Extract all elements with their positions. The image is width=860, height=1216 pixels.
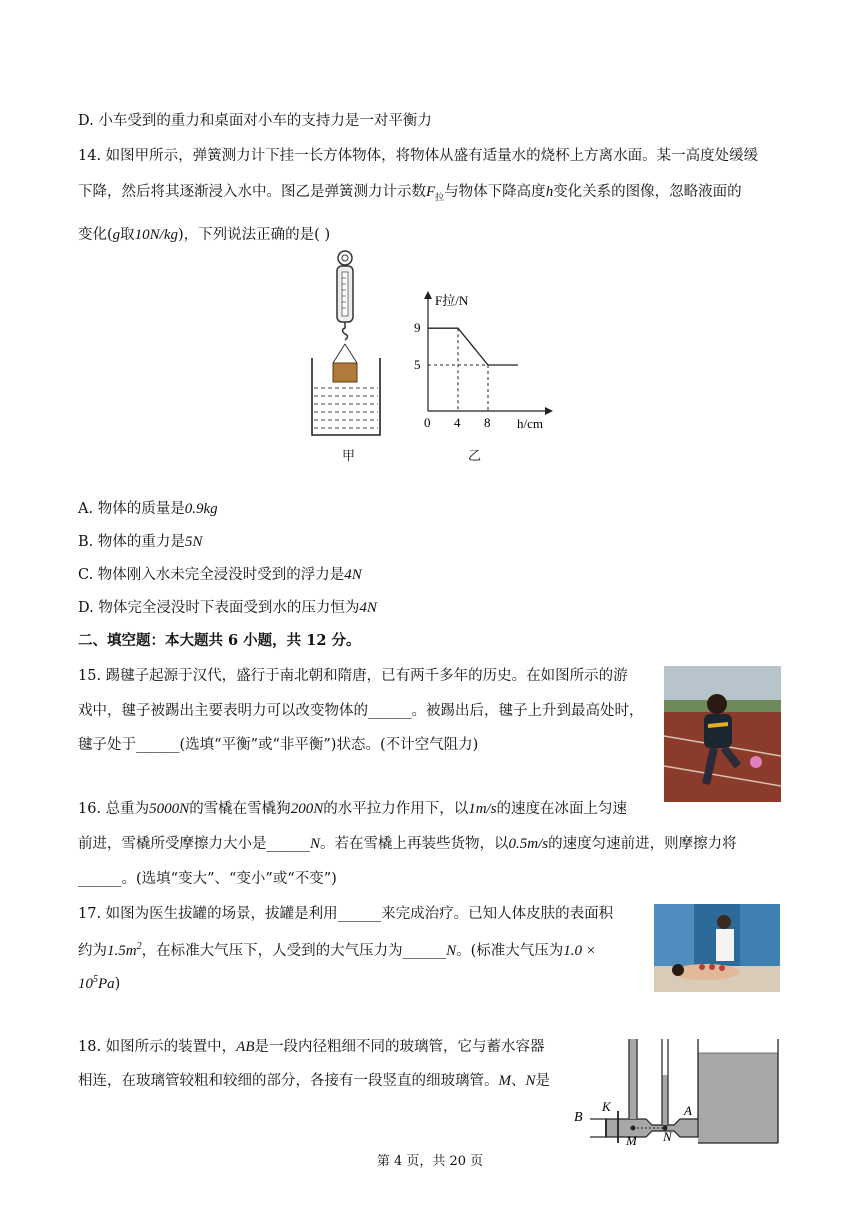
shuttlecock-kicking-photo	[664, 666, 781, 802]
q17-line2: 约为$1.5m^2$，在标准大气压下，人受到的大气压力为______N。(标准大气压为1.0 ×	[78, 941, 596, 959]
q15-line3: 毽子处于______(选填“平衡”或“非平衡”)状态。(不计空气阻力)	[78, 737, 479, 753]
x-tick-label: 0	[424, 415, 431, 430]
q15-line1: 15. 踢毽子起源于汉代，盛行于南北朝和隋唐，已有两千多年的历史。在如图所示的游	[78, 668, 628, 684]
label-m: M	[626, 1133, 637, 1147]
label-a: A	[684, 1103, 692, 1118]
page-footer: 第 4 页，共 20 页	[376, 1154, 484, 1169]
q16-line2: 前进，雪橇所受摩擦力大小是______N。若在雪橇上再装些货物，以0.5m/s的速度匀速前进，则摩擦力将	[78, 836, 737, 852]
q14-stem-line2: 下降，然后将其逐渐浸入水中。图乙是弹簧测力计示数$F_拉$与物体下降高度h变化关系的图像，忽略液面的	[78, 184, 742, 203]
glass-tube-apparatus-figure	[570, 1035, 785, 1147]
label-b: B	[574, 1110, 583, 1125]
q17-line3: $10^5Pa$)	[78, 974, 121, 992]
x-axis-arrow	[545, 407, 553, 415]
q18-line2: 相连，在玻璃管较粗和较细的部分，各接有一段竖直的细玻璃管。M、N是	[78, 1073, 551, 1089]
label-n: N	[663, 1129, 672, 1144]
y-axis-arrow	[424, 291, 432, 299]
q17-line1: 17. 如图为医生拔罐的场景，拔罐是利用______来完成治疗。已知人体皮肤的表面积	[78, 906, 614, 922]
x-tick-label: 8	[484, 415, 491, 430]
q14-option-d: D. 物体完全浸没时下表面受到水的压力恒为4N	[78, 600, 377, 616]
spring-scale-beaker-figure	[300, 248, 400, 443]
q14-stem-line1: 14. 如图甲所示，弹簧测力计下挂一长方体物体，将物体从盛有适量水的烧杯上方离水面。某一高度处缓缓	[78, 148, 759, 164]
q18-line1: 18. 如图所示的装置中，AB是一段内径粗细不同的玻璃管，它与蓄水容器	[78, 1039, 545, 1055]
figure-label-yi: 乙	[468, 449, 482, 464]
q16-line1: 16. 总重为5000N的雪橇在雪橇狗200N的水平拉力作用下，以1m/s的速度在冰面上匀速	[78, 801, 628, 817]
y-tick-label: 9	[414, 320, 421, 336]
section-heading: 二、填空题：本大题共 6 小题，共 12 分。	[78, 632, 361, 649]
q16-line3: ______。(选填“变大”、“变小”或“不变”)	[78, 871, 337, 887]
q14-option-a: A. 物体的质量是0.9kg	[78, 501, 218, 517]
y-axis-label: F拉/N	[435, 293, 469, 308]
cupping-therapy-photo	[654, 904, 780, 992]
q14-stem-line3: 变化(g取10N/kg)，下列说法正确的是( )	[78, 227, 331, 243]
q13-option-d: D. 小车受到的重力和桌面对小车的支持力是一对平衡力	[78, 113, 432, 129]
q15-line2: 戏中，毽子被踢出主要表明力可以改变物体的______。被踢出后，毽子上升到最高处时，	[78, 703, 644, 719]
x-tick-label: 4	[454, 415, 461, 430]
series-line	[428, 328, 518, 365]
x-axis-label: h/cm	[517, 416, 543, 431]
q14-option-b: B. 物体的重力是5N	[78, 534, 203, 550]
figure-label-jia: 甲	[342, 449, 356, 464]
q14-option-c: C. 物体刚入水未完全浸没时受到的浮力是4N	[78, 567, 362, 583]
force-height-chart	[395, 285, 565, 435]
label-k: K	[602, 1099, 611, 1114]
y-tick-label: 5	[414, 357, 421, 372]
